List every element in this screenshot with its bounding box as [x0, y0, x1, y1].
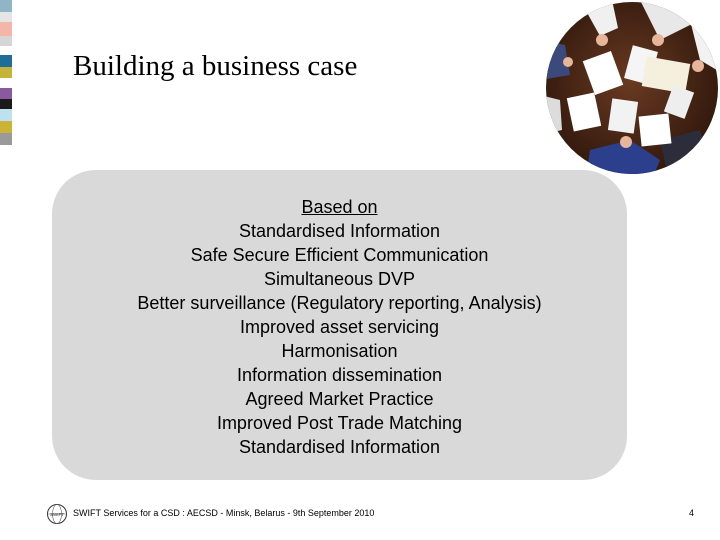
list-item: Agreed Market Practice [245, 389, 434, 409]
swift-globe-logo [46, 503, 68, 525]
list-item: Harmonisation [281, 341, 398, 361]
list-item: Standardised Information [238, 437, 441, 457]
list-item: Information dissemination [236, 365, 443, 385]
page-number: 4 [689, 508, 695, 518]
benefits-list [52, 195, 627, 459]
list-heading: Based on [301, 197, 378, 217]
list-item: Improved Post Trade Matching [216, 413, 463, 433]
decorative-color-strip [0, 0, 12, 150]
meeting-table-photo [540, 0, 720, 180]
list-item: Standardised Information [238, 221, 441, 241]
list-item: Safe Secure Efficient Communication [190, 245, 489, 265]
footer-text: SWIFT Services for a CSD : AECSD - Minsk, Belarus - 9th September 2010 [73, 508, 375, 518]
list-item: Better surveillance (Regulatory reporting, Analysis) [137, 293, 542, 313]
slide-title: Building a business case [73, 50, 358, 82]
svg-text:SWIFT: SWIFT [50, 511, 64, 517]
list-item: Improved asset servicing [239, 317, 440, 337]
list-item: Simultaneous DVP [263, 269, 416, 289]
